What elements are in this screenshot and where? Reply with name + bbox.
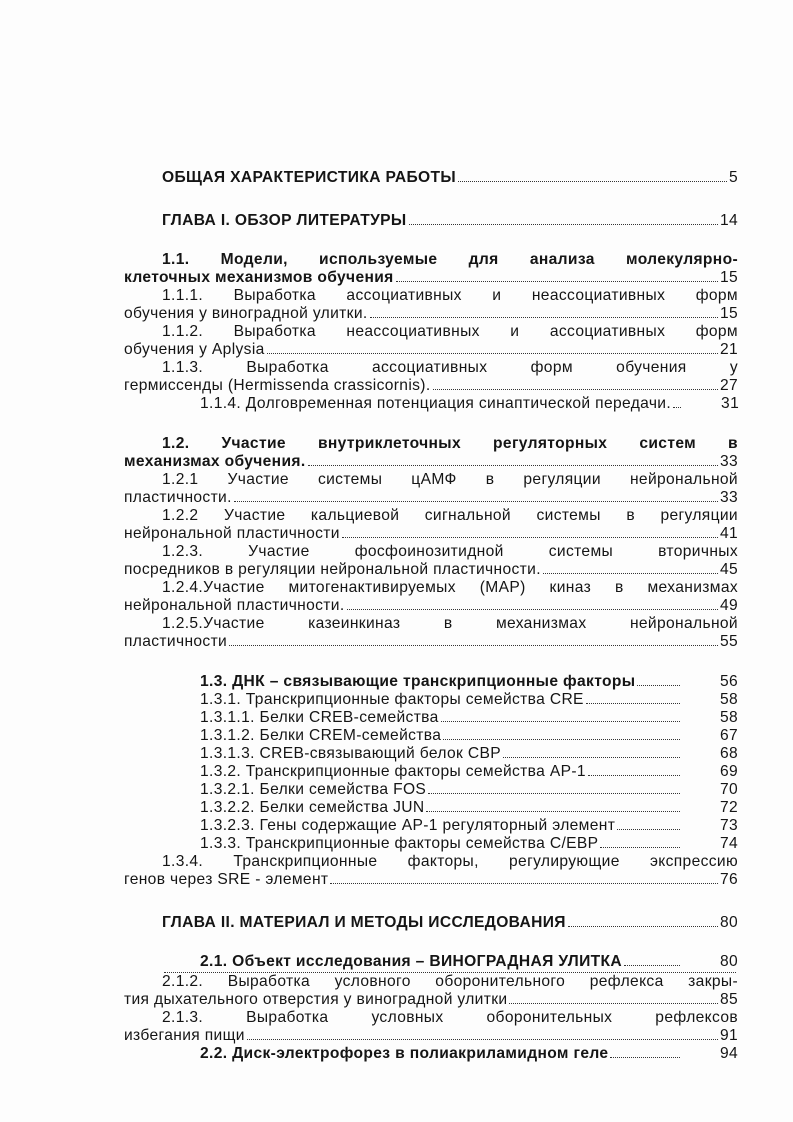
toc-entry-title: пластичности [124, 633, 228, 650]
toc-entry [124, 853, 738, 889]
toc-entry [124, 973, 738, 1009]
toc-entry-title: обучения у Aplysia [124, 341, 265, 358]
dot-leader [426, 810, 680, 812]
toc-page-number: 80 [719, 914, 738, 931]
toc-entry-title: 1.3.3. Транскрипционные факторы семейства C/EBP [200, 835, 599, 852]
toc-entry [124, 323, 738, 359]
dot-leader [600, 846, 680, 848]
toc-entry [124, 615, 738, 651]
dot-leader [458, 180, 727, 182]
toc-page-number: 5 [728, 169, 738, 186]
toc-entry [124, 763, 738, 781]
toc-entry-title: посредников в регуляции нейрональной пластичности. [124, 561, 541, 578]
toc-entry [124, 709, 738, 727]
toc-entry [124, 781, 738, 799]
toc-page-number: 70 [719, 781, 738, 798]
toc-entry [124, 471, 738, 507]
toc-page-number: 15 [719, 305, 738, 322]
toc-entry-title: 1.3.2.3. Гены содержащие AP-1 регуляторный элемент [200, 817, 616, 834]
toc-entry [124, 395, 738, 413]
dot-leader [617, 828, 680, 830]
toc-entry-title: 1.3.1.3. CREB-связывающий белок CBP [200, 745, 501, 762]
toc-page-number: 73 [719, 817, 738, 834]
toc-entry [124, 543, 738, 579]
toc-entry [124, 953, 738, 971]
toc-entry-title: 1.3.2.2. Белки семейства JUN [200, 799, 425, 816]
toc-entry-title: механизмах обучения. [124, 453, 306, 470]
dot-leader [428, 792, 680, 794]
toc-entry-first-line: 1.1.1. Выработка ассоциативных и неассоциативных форм [162, 287, 738, 304]
toc-entry-title: 1.3.1.2. Белки CREM-семейства [200, 727, 442, 744]
toc-page-number: 49 [719, 597, 738, 614]
dot-leader [308, 464, 718, 466]
toc-page-number: 68 [719, 745, 738, 762]
dot-leader [433, 388, 718, 390]
toc-entry-title: ГЛАВА I. ОБЗОР ЛИТЕРАТУРЫ [162, 212, 407, 229]
toc-page-number: 74 [719, 835, 738, 852]
dot-leader [443, 738, 680, 740]
dot-leader [637, 684, 680, 686]
toc-entry-first-line: 1.2.2 Участие кальциевой сигнальной системы в регуляции [162, 507, 738, 524]
dot-leader [396, 280, 718, 282]
toc-entry-title: 2.2. Диск-электрофорез в полиакриламидном геле [200, 1045, 609, 1062]
toc-page-number: 80 [719, 953, 738, 970]
toc-entry [124, 691, 738, 709]
toc-entry [124, 251, 738, 287]
toc-entry-first-line: 1.2.5.Участие казеинкиназ в механизмах нейрональной [162, 615, 738, 632]
toc-page-number: 72 [719, 799, 738, 816]
toc-entry [124, 579, 738, 615]
dot-leader [624, 964, 680, 966]
toc-entry-title: 1.3.2.1. Белки семейства FOS [200, 781, 427, 798]
dot-leader [610, 1056, 680, 1058]
toc-entry-title: ГЛАВА II. МАТЕРИАЛ И МЕТОДЫ ИССЛЕДОВАНИЯ [162, 914, 566, 931]
toc-page-number: 15 [719, 269, 738, 286]
dot-leader [509, 1002, 717, 1004]
dot-leader [247, 1038, 718, 1040]
dot-leader [568, 925, 718, 927]
toc-entry [124, 507, 738, 543]
toc-entry-first-line: 1.2.1 Участие системы цАМФ в регуляции нейрональной [162, 471, 738, 488]
toc-entry [124, 673, 738, 691]
dot-leader [234, 500, 718, 502]
dot-leader [441, 720, 680, 722]
toc-entry-title: избегания пищи [124, 1027, 245, 1044]
dot-leader [673, 406, 681, 408]
toc-entry [124, 287, 738, 323]
dot-leader [330, 882, 718, 884]
toc-entry [124, 817, 738, 835]
toc-entry-title: обучения у виноградной улитки. [124, 305, 368, 322]
toc-entry [124, 1009, 738, 1045]
toc-page-number: 45 [719, 561, 738, 578]
toc-entry-title: клеточных механизмов обучения [124, 269, 394, 286]
dot-leader [543, 572, 718, 574]
dot-leader [267, 352, 718, 354]
toc-page-number: 33 [719, 453, 738, 470]
toc-entry-title: тия дыхательного отверстия у виноградной улитки [124, 991, 508, 1008]
toc-entry-title: 1.3. ДНК – связывающие транскрипционные факторы [200, 673, 636, 690]
toc-page-number: 94 [719, 1045, 738, 1062]
toc-page-number: 67 [719, 727, 738, 744]
dot-leader [409, 223, 718, 225]
toc-entry [124, 212, 738, 230]
toc-entry [124, 835, 738, 853]
toc-entry-first-line: 1.1.3. Выработка ассоциативных форм обучения у [162, 359, 738, 376]
toc-entry-title: пластичности. [124, 489, 232, 506]
dot-leader [347, 608, 718, 610]
toc-entry [124, 169, 738, 187]
toc-entry-first-line: 1.1. Модели, используемые для анализа молекулярно- [162, 251, 738, 268]
toc-page-number: 41 [719, 525, 738, 542]
toc-entry-title: 2.1. Объект исследования – ВИНОГРАДНАЯ УЛИТКА [200, 953, 622, 970]
toc-page-number: 76 [719, 871, 738, 888]
toc-entry-first-line: 1.1.2. Выработка неассоциативных и ассоциативных форм [162, 323, 738, 340]
toc-entry [124, 745, 738, 763]
toc-page-number: 33 [719, 489, 738, 506]
dot-leader [229, 644, 718, 646]
toc-entry-title: нейрональной пластичности [124, 525, 340, 542]
toc-page-number: 14 [719, 212, 738, 229]
toc-page-number: 21 [719, 341, 738, 358]
toc-entry-title: гермиссенды (Hermissenda crassicornis). [124, 377, 431, 394]
dot-leader [503, 756, 680, 758]
toc-entry [124, 914, 738, 932]
toc-page-number: 58 [719, 709, 738, 726]
toc-entry-title: генов через SRE - элемент [124, 871, 329, 888]
toc-entry [124, 1045, 738, 1063]
dot-leader [588, 774, 680, 776]
toc-page-number: 69 [719, 763, 738, 780]
toc-entry-title: нейрональной пластичности. [124, 597, 345, 614]
toc-page-number: 91 [719, 1027, 738, 1044]
dot-leader [370, 316, 718, 318]
toc-entry-first-line: 1.2. Участие внутриклеточных регуляторных систем в [162, 435, 738, 452]
toc-entry-title: 1.3.1. Транскрипционные факторы семейства CRE [200, 691, 584, 708]
toc-entry [124, 359, 738, 395]
toc-entry-title: 1.1.4. Долговременная потенциация синаптической передачи. [200, 395, 672, 412]
toc-entry [124, 799, 738, 817]
toc-page-number: 31 [721, 395, 740, 412]
toc-entry-first-line: 2.1.3. Выработка условных оборонительных рефлексов [162, 1009, 738, 1026]
toc-page-number: 55 [719, 633, 738, 650]
toc-entry [124, 727, 738, 745]
toc-entry-first-line: 2.1.2. Выработка условного оборонительного рефлекса закры- [162, 973, 738, 990]
dot-leader [342, 536, 718, 538]
toc-entry-first-line: 1.3.4. Транскрипционные факторы, регулирующие экспрессию [162, 853, 738, 870]
toc-page-number: 56 [719, 673, 738, 690]
toc-entry-first-line: 1.2.3. Участие фосфоинозитидной системы вторичных [162, 543, 738, 560]
toc-entry-title: ОБЩАЯ ХАРАКТЕРИСТИКА РАБОТЫ [162, 169, 457, 186]
toc-entry-first-line: 1.2.4.Участие митогенактивируемых (MAP) киназ в механизмах [162, 579, 738, 596]
toc-entry-title: 1.3.1.1. Белки CREB-семейства [200, 709, 439, 726]
toc-page-number: 85 [719, 991, 738, 1008]
toc-page-number: 27 [719, 377, 738, 394]
toc-entry [124, 435, 738, 471]
toc-page-number: 58 [719, 691, 738, 708]
dot-leader [586, 702, 680, 704]
toc-entry-title: 1.3.2. Транскрипционные факторы семейства AP-1 [200, 763, 586, 780]
table-of-contents [124, 169, 738, 1063]
